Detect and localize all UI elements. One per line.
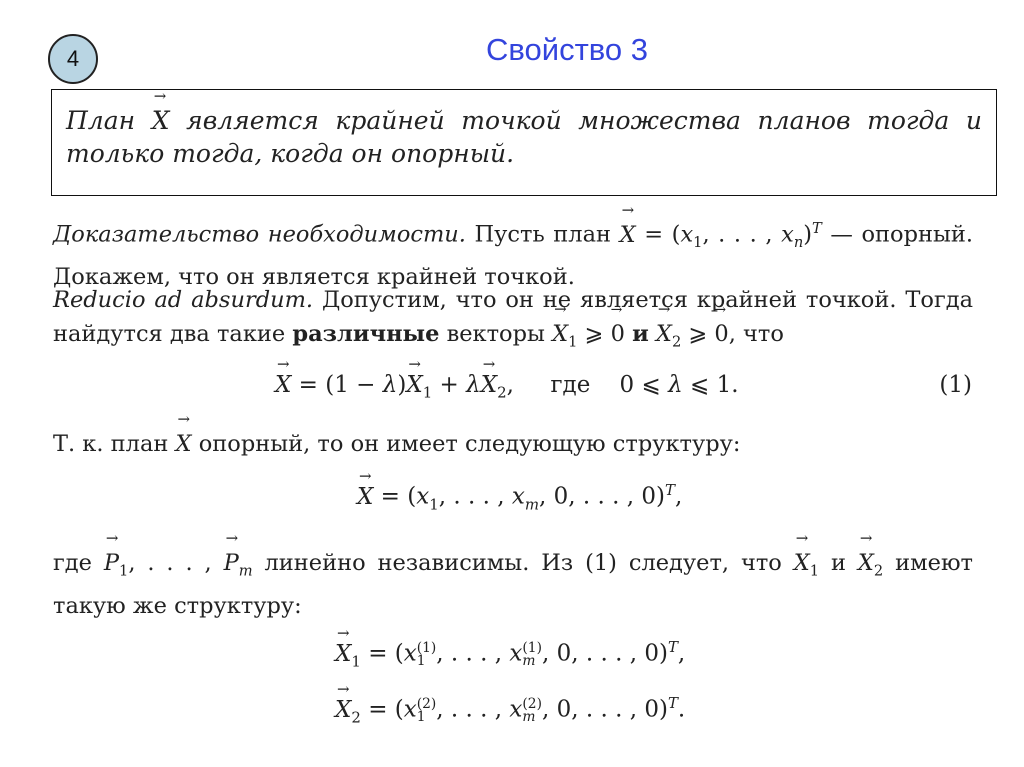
proof-paragraph-2: Reducio ad absurdum. Допустим, что он не является крайней точкой. Тогда найдутся два такие различные векторы → $X_1$ ⩾ → 0 $и \to X_2$ ⩾ → 0, что (53, 283, 973, 360)
proof-lead: Доказательство необходимости. (53, 221, 466, 248)
proof-paragraph-3 (53, 427, 973, 461)
math-z-l-2: → 0 (714, 317, 728, 351)
math-v-l-7: → X (357, 484, 373, 510)
math-v-l-2: → X (656, 317, 672, 351)
proof-absurd: Reducio ad absurdum. (53, 287, 314, 313)
slide-title: Свойство 3 (486, 32, 648, 67)
proof-p3b: опорный, то он имеет следующую структуру: (198, 431, 741, 457)
equation-4: → $X_2 = (x(2)$ 1 , . . . , x(2) m , 0, . . . , 0)$^T$. (335, 694, 685, 726)
equation-1: → $X = (1 - \lambda)\to X_1 + \lambda\to X_2$, где 0 ⩽ λ ⩽ 1. (275, 372, 739, 402)
equation-3: → $X_1 = (x(1)$ 1 , . . . , x(1) m , 0, . . . , 0)$^T$, (335, 638, 685, 670)
math-v-l-8: → P (104, 546, 119, 580)
proof-p2-bold: различные (292, 321, 440, 347)
theorem-post: является крайней точкой множества планов тогда и только тогда, когда он опорный. (66, 106, 983, 168)
theorem-box (51, 89, 997, 196)
equation-2: → $X = (x_1$, . . . , $x_m$, 0, . . . , 0)$^T$, (357, 481, 682, 513)
theorem-pre: План (66, 106, 136, 135)
math-v-l: → X (552, 317, 568, 351)
proof-p3a: Т. к. план (53, 431, 169, 457)
proof-p4-and: и (830, 550, 846, 576)
math-v-l-11: → X (858, 546, 874, 580)
math-v-l-5: → X (481, 372, 497, 398)
math-z-l: → 0 (611, 317, 625, 351)
proof-p2b: векторы (446, 321, 545, 347)
proof-p1b: — опорный. (830, 221, 974, 248)
proof-paragraph-1: Доказательство необходимости. Пусть план → $X = (x_1$, . . . , $x_n)^T$ — опорный. Докажем, что он является крайней точкой. (53, 212, 973, 294)
proof-p1a: Пусть план (474, 221, 611, 248)
proof-p4b: линейно независимы. Из (1) следует, что (264, 550, 782, 576)
math-v-l-3: → X (275, 372, 291, 398)
equation-1-number: (1) (939, 372, 972, 398)
eq1-gde: где (550, 372, 591, 398)
proof-p4c: имеют такую же структуру: (53, 550, 973, 619)
math-v-l-10: → X (794, 546, 810, 580)
proof-p4a: где (53, 550, 92, 576)
proof-paragraph-4: где → $P_1$, . . . , → $P_m$ линейно независимы. Из (1) следует, что → $X_1$ $и \to X_2$ имеют такую же структуру: (53, 546, 973, 623)
slide-number: 4 (66, 46, 80, 71)
vector-x: → X (620, 218, 636, 252)
proof-p1c: Докажем, что он является крайней точкой. (53, 264, 575, 290)
proof-p2-and: и (632, 321, 649, 347)
proof-p2a: Допустим, что он не является крайней точкой. Тогда найдутся два такие (53, 287, 973, 347)
math-v-l-12: → X (335, 641, 351, 667)
proof-p2c: , что (728, 321, 784, 347)
vector-x: → X (152, 104, 170, 137)
math-v-l-6: → X (176, 427, 192, 461)
math-v-l-13: → X (335, 697, 351, 723)
math-v-l-4: → X (406, 372, 422, 398)
math-v-l-9: → P (224, 546, 239, 580)
